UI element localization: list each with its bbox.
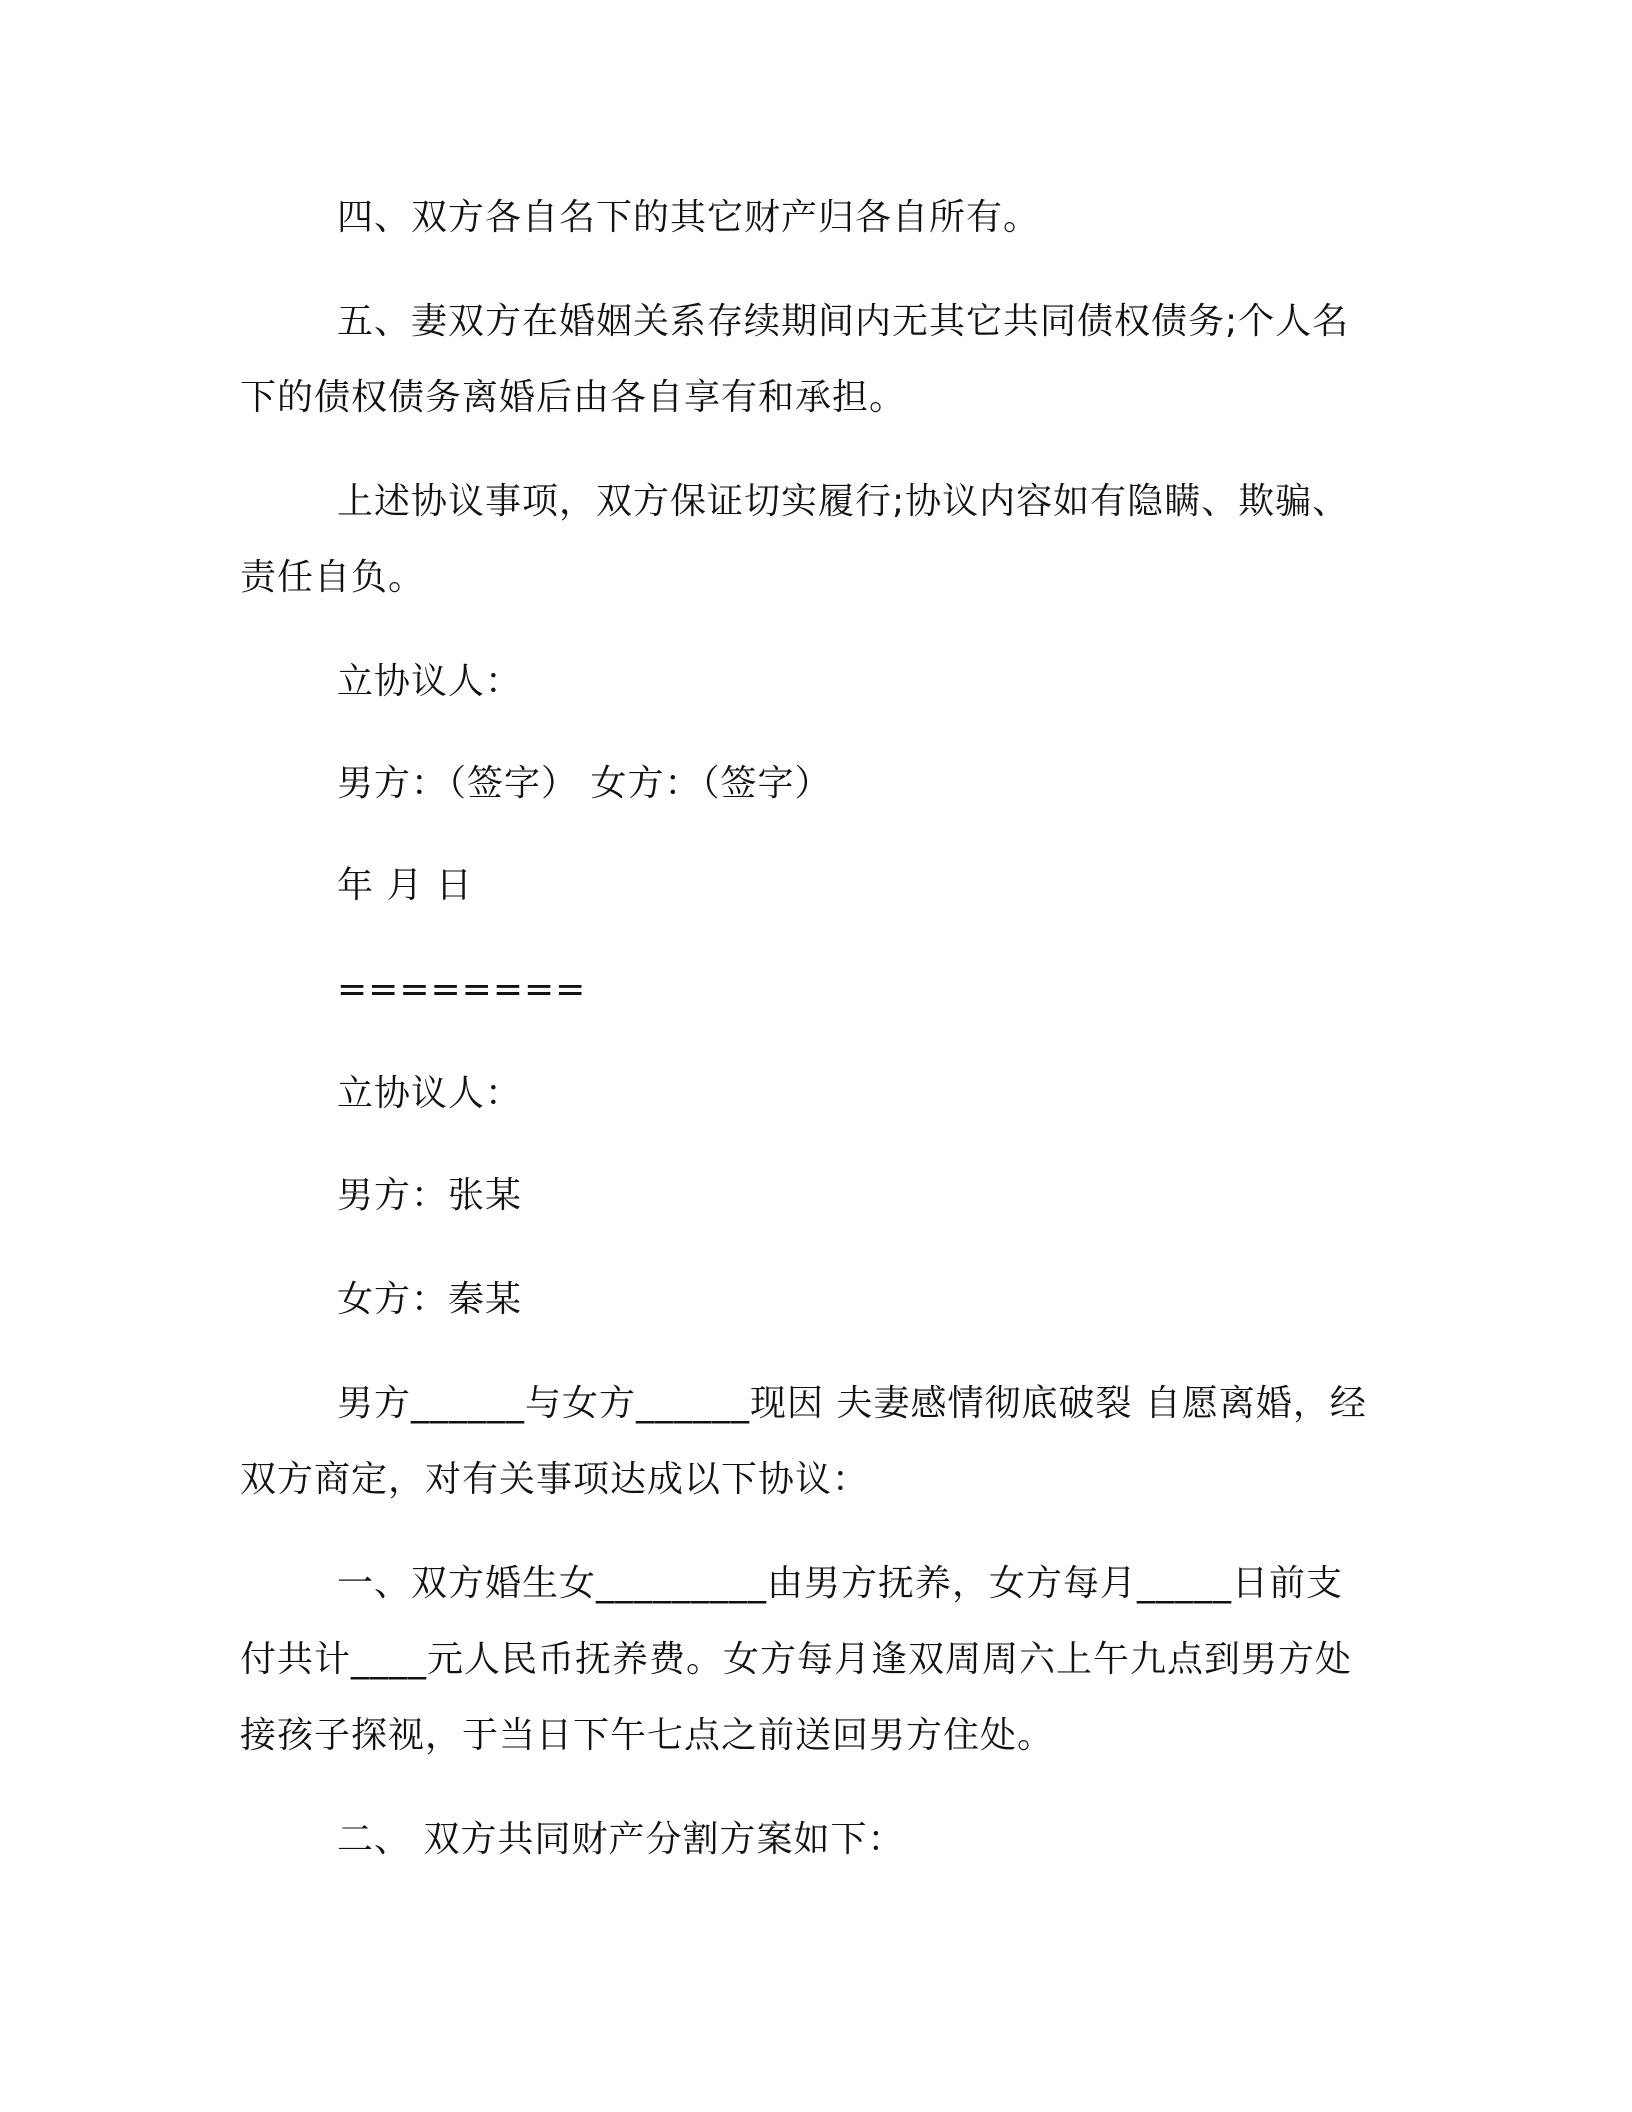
text-line: 男方：张某 <box>337 1175 523 1216</box>
text-line: 立协议人： <box>337 661 523 702</box>
clause-five <box>240 284 1390 436</box>
date-line <box>240 848 1390 924</box>
text-line: 女方：秦某 <box>337 1279 523 1320</box>
text-line: 立协议人： <box>337 1073 523 1114</box>
female-party <box>240 1262 1390 1338</box>
clause-four <box>240 180 1390 256</box>
separator <box>240 952 1390 1028</box>
text-line: 年 月 日 <box>337 865 473 906</box>
signature-line <box>240 746 1390 822</box>
clause-one <box>240 1546 1390 1774</box>
preamble <box>240 1366 1390 1518</box>
text-line: 上述协议事项，双方保证切实履行;协议内容如有隐瞒、欺骗、 <box>337 481 1350 522</box>
clause-two <box>240 1802 1390 1878</box>
text-line: 五、妻双方在婚姻关系存续期间内无其它共同债权债务;个人名 <box>337 301 1350 342</box>
signatories-heading <box>240 1056 1390 1132</box>
text-line: 责任自负。 <box>240 557 426 598</box>
text-line: 下的债权债务离婚后由各自享有和承担。 <box>240 377 907 418</box>
text-line: 一、双方婚生女_________由男方抚养，女方每月_____日前支 <box>337 1563 1344 1604</box>
text-line: 接孩子探视，于当日下午七点之前送回男方住处。 <box>240 1715 1055 1756</box>
text-line: 付共计____元人民币抚养费。女方每月逢双周周六上午九点到男方处 <box>240 1639 1353 1680</box>
text-line: 双方商定，对有关事项达成以下协议： <box>240 1459 870 1500</box>
text-line: 二、 双方共同财产分割方案如下： <box>337 1819 905 1860</box>
guarantee-statement <box>240 464 1390 616</box>
text-line: 四、双方各自名下的其它财产归各自所有。 <box>337 197 1041 238</box>
signatories-heading <box>240 644 1390 720</box>
text-line: 男方：（签字） 女方：（签字） <box>337 763 832 804</box>
male-party <box>240 1158 1390 1234</box>
text-line: ======== <box>337 969 587 1010</box>
text-line: 男方______与女方______现因 夫妻感情彻底破裂 自愿离婚，经 <box>337 1383 1367 1424</box>
